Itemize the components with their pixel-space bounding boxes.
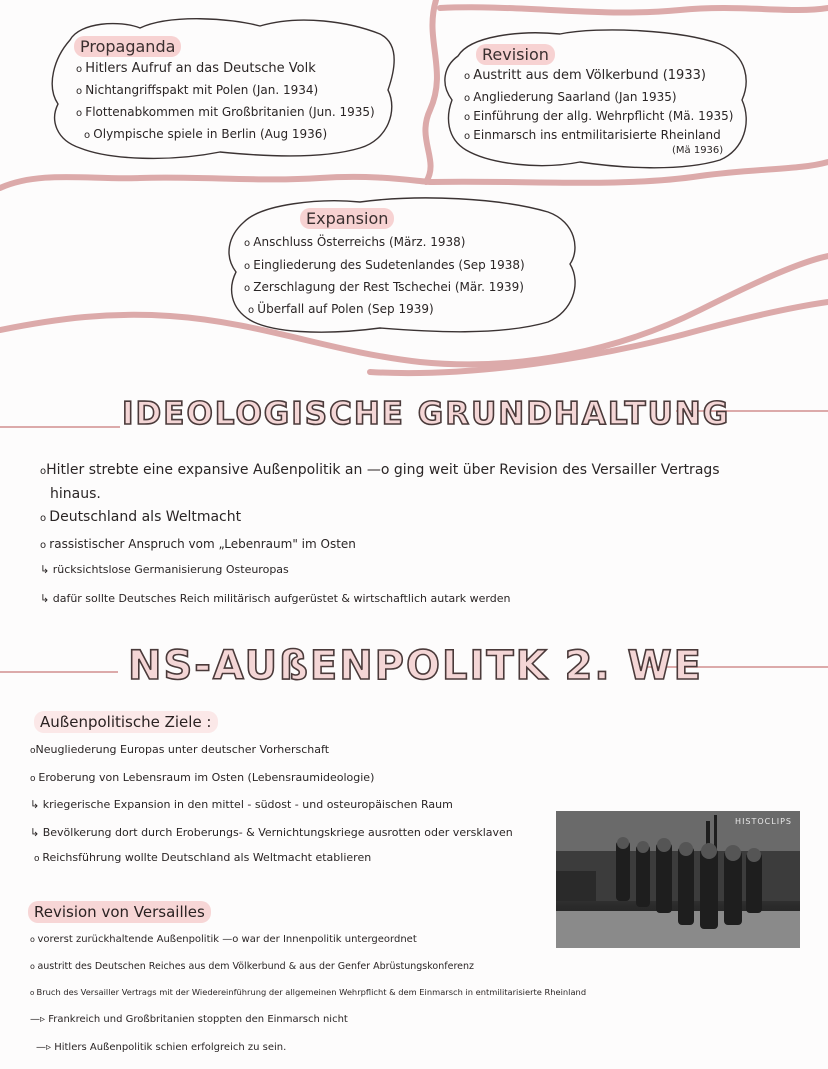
historical-photo: [556, 811, 800, 948]
ideologie-item: o Deutschland als Weltmacht: [40, 509, 242, 525]
propaganda-title: Propaganda: [74, 36, 181, 57]
expansion-item: o Zerschlagung der Rest Tschechei (Mär. 1939): [244, 279, 524, 297]
ziele-item: oNeugliederung Europas unter deutscher Vorherschaft: [30, 743, 330, 756]
revision-versailles-item: o austritt des Deutschen Reiches aus dem Völkerbund & aus der Genfer Abrüstungskonferenz: [30, 961, 474, 972]
revision-versailles-item: o vorerst zurückhaltende Außenpolitik —o war der Innenpolitik untergeordnet: [30, 934, 417, 945]
expansion-item: o Überfall auf Polen (Sep 1939): [248, 301, 434, 319]
revision-item-date: (Mä 1936): [672, 145, 724, 156]
revision-item: o Einmarsch ins entmilitarisierte Rheinland: [464, 127, 721, 145]
ideologie-item: ↳ dafür sollte Deutsches Reich militärisch aufgerüstet & wirtschaftlich autark werden: [40, 592, 511, 605]
revision-item: o Einführung der allg. Wehrpflicht (Mä. 1935): [464, 108, 733, 126]
ziele-title: Außenpolitische Ziele :: [34, 711, 218, 733]
aussenpolitik-heading: NS-AUßENPOLITK 2. WE: [128, 643, 703, 689]
propaganda-item: o Nichtangriffspakt mit Polen (Jan. 1934): [76, 82, 318, 100]
ideologie-heading: IDEOLOGISCHE GRUNDHALTUNG: [122, 396, 731, 432]
expansion-item: o Eingliederung des Sudetenlandes (Sep 1938): [244, 257, 525, 275]
revision-versailles-title: Revision von Versailles: [28, 901, 211, 923]
propaganda-item: o Hitlers Aufruf an das Deutsche Volk: [76, 61, 316, 78]
revision-title: Revision: [476, 44, 555, 65]
propaganda-item: o Olympische spiele in Berlin (Aug 1936): [84, 126, 327, 144]
photo-watermark: HISTOCLIPS: [735, 817, 792, 826]
revision-versailles-item: —▹ Frankreich und Großbritanien stoppten den Einmarsch nicht: [30, 1014, 348, 1025]
ziele-item: o Reichsführung wollte Deutschland als Weltmacht etablieren: [34, 851, 372, 864]
ideologie-item: oHitler strebte eine expansive Außenpolitik an —o ging weit über Revision des Versailler Vertrags: [40, 462, 720, 478]
ideologie-item: hinaus.: [50, 486, 101, 502]
ideologie-item: ↳ rücksichtslose Germanisierung Osteuropas: [40, 563, 289, 576]
revision-versailles-item: —▹ Hitlers Außenpolitik schien erfolgreich zu sein.: [36, 1042, 287, 1053]
expansion-title: Expansion: [300, 208, 394, 229]
ziele-item: ↳ kriegerische Expansion in den mittel - südost - und osteuropäischen Raum: [30, 798, 453, 811]
revision-versailles-item: o Bruch des Versailler Vertrags mit der Wiedereinführung der allgemeinen Wehrpflicht & dem Einmarsch in entmilitarisierte Rheinland: [30, 987, 587, 997]
propaganda-item: o Flottenabkommen mit Großbritanien (Jun. 1935): [76, 104, 375, 122]
ziele-item: o Eroberung von Lebensraum im Osten (Lebensraumideologie): [30, 771, 375, 784]
revision-item: o Austritt aus dem Völkerbund (1933): [464, 68, 706, 85]
soldiers-march-image: [556, 811, 800, 948]
ideologie-item: o rassistischer Anspruch vom „Lebenraum" im Osten: [40, 537, 356, 551]
expansion-item: o Anschluss Österreichs (März. 1938): [244, 234, 465, 252]
revision-item: o Angliederung Saarland (Jan 1935): [464, 89, 677, 107]
ziele-item: ↳ Bevölkerung dort durch Eroberungs- & Vernichtungskriege ausrotten oder versklaven: [30, 826, 513, 839]
